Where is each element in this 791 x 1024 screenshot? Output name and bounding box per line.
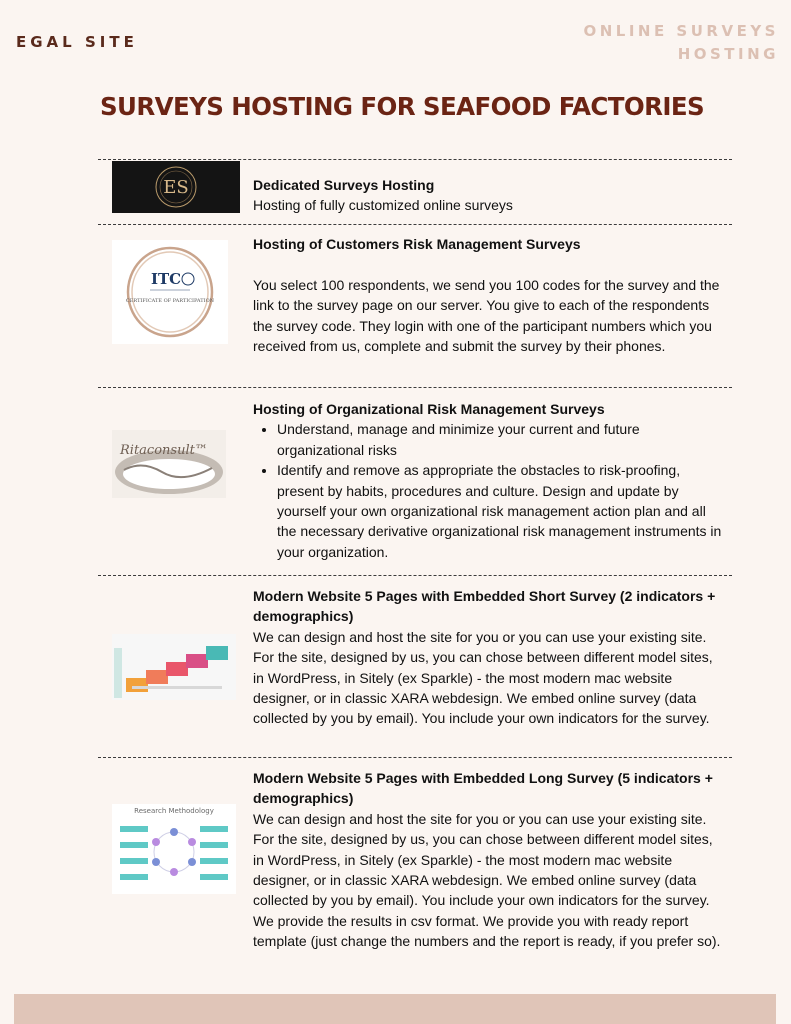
page-title: SURVEYS HOSTING FOR SEAFOOD FACTORIES	[100, 92, 705, 121]
itc-certificate-graphic	[112, 240, 228, 344]
service-bullet: • Identify and remove as appropriate the obstacles to risk-proofing, present by habits, procedures and culture. Design and update by yourself your own organizational risk management action plan and all the necessary derivative organizational risk management instruments in your organization.	[277, 460, 723, 562]
service-text	[253, 576, 723, 729]
service-title: Hosting of Customers Risk Management Surveys	[253, 236, 581, 252]
footer-band	[14, 994, 776, 1024]
research-methodology-image	[112, 804, 236, 894]
es-logo-image	[112, 161, 240, 213]
service-text	[253, 388, 723, 562]
ritaconsult-logo-text: Ritaconsult™	[120, 443, 208, 458]
service-text	[253, 225, 723, 356]
itc-certificate-image	[112, 240, 228, 344]
staircase-infographic-image	[112, 634, 236, 700]
es-logo-text: ES	[163, 177, 189, 198]
service-bullet: • Understand, manage and minimize your current and future organizational risks	[277, 419, 723, 460]
header-tagline-line2: HOSTING	[677, 45, 779, 63]
service-text	[253, 160, 723, 216]
service-item	[98, 757, 732, 993]
service-title: Hosting of Organizational Risk Management Surveys	[253, 401, 605, 417]
research-methodology-graphic	[112, 804, 236, 894]
service-body: We can design and host the site for you or you can use your existing site. For the site, designed by us, you can chose between different model sites, in WordPress, in Sitely (ex Sparkle) - the most modern mac website designer, or in classic XARA webdesign. We embed online survey (data collected by you by email). You include your own indicators for the survey.	[253, 628, 713, 727]
brand-name[interactable]: EGAL SITE	[16, 33, 138, 51]
service-text	[253, 758, 723, 952]
header-tagline	[519, 20, 779, 66]
ritaconsult-logo-graphic	[112, 430, 226, 498]
service-title: Modern Website 5 Pages with Embedded Long Survey (5 indicators + demographics)	[253, 770, 713, 807]
service-list	[98, 159, 732, 993]
es-logo-graphic	[112, 161, 240, 213]
ritaconsult-logo-image	[112, 430, 226, 498]
itc-certificate-caption: CERTIFICATE OF PARTICIPATION	[125, 298, 215, 304]
service-item	[98, 159, 732, 224]
service-item	[98, 575, 732, 757]
service-body: We can design and host the site for you or you can use your existing site. For the site, designed by us, you can chose between different model sites, in WordPress, in Sitely (ex Sparkle) - the most modern mac website designer, or in classic XARA webdesign. We embed online survey (data collected by you by email). You include your own indicators for the survey. We provide the results in csv format. We provide you with ready report template (just change the numbers and the report is ready, if you prefer so).	[253, 810, 721, 950]
service-item	[98, 387, 732, 575]
service-bullet-list	[277, 419, 723, 562]
service-title: Dedicated Surveys Hosting	[253, 177, 435, 193]
staircase-infographic-graphic	[112, 634, 236, 700]
service-body: You select 100 respondents, we send you 100 codes for the survey and the link to the survey page on our server. You give to each of the respondents the survey code. They login with one of the participant numbers which you received from us, complete and submit the survey by their phones.	[253, 276, 720, 355]
research-methodology-heading: Research Methodology	[134, 807, 214, 815]
header-tagline-line1: ONLINE SURVEYS	[583, 22, 779, 40]
service-item	[98, 224, 732, 387]
service-body: Hosting of fully customized online surveys	[253, 197, 513, 214]
itc-logo-text: ITC	[150, 270, 182, 288]
service-title: Modern Website 5 Pages with Embedded Short Survey (2 indicators + demographics)	[253, 588, 716, 625]
